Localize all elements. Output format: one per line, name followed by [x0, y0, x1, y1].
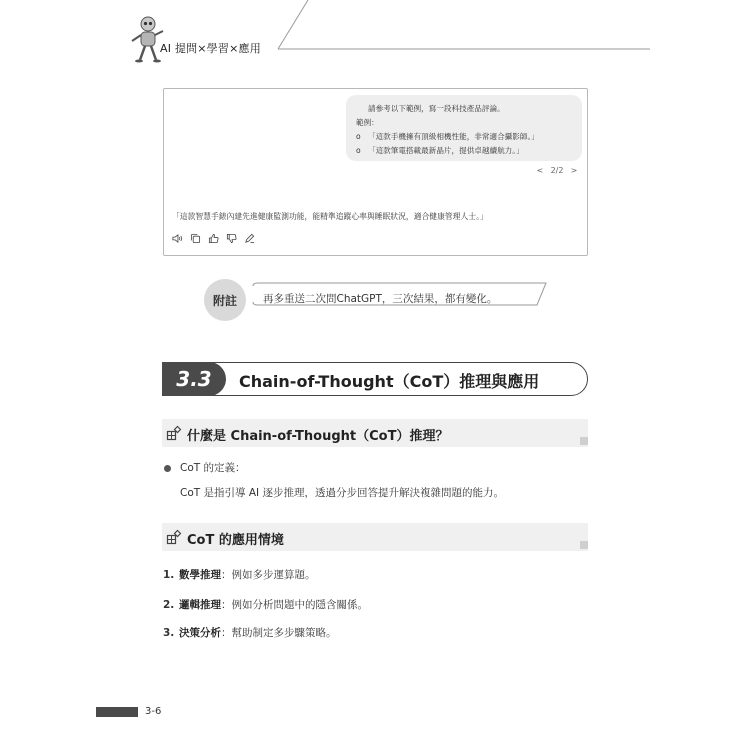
prompt-line: o 「這款筆電搭載最新晶片，提供卓越續航力。」 [356, 146, 524, 155]
subsection-heading [162, 523, 588, 551]
prompt-line: o 「這款手機擁有頂級相機性能，非常適合攝影師。」 [356, 132, 539, 141]
list-item: 3. 決策分析：幫助制定多步驟策略。 [163, 627, 337, 639]
footer-bar [96, 707, 138, 717]
prompt-line: 請參考以下範例，寫一段科技產品評論。 [368, 104, 505, 113]
list-item: 1. 數學推理：例如多步運算題。 [163, 569, 316, 581]
pager-position: 2/2 [550, 166, 564, 175]
speaker-icon[interactable] [172, 233, 183, 244]
assistant-reply: 「這款智慧手錶內建先進健康監測功能，能精準追蹤心率與睡眠狀況，適合健康管理人士。」 [172, 212, 488, 221]
response-pager [534, 166, 580, 175]
shapes-icon [166, 529, 182, 545]
prompt-line: 範例： [356, 118, 379, 127]
page-number: 3-6 [145, 706, 162, 717]
pager-next-button[interactable]: > [570, 166, 578, 175]
corner-marker [580, 541, 588, 549]
subsection-heading [162, 419, 588, 447]
user-prompt-bubble [346, 95, 582, 161]
pager-prev-button[interactable]: < [536, 166, 544, 175]
shapes-icon [166, 425, 182, 441]
copy-icon[interactable] [190, 233, 201, 244]
definition-text: CoT 是指引導 AI 逐步推理，透過分步回答提升解決複雜問題的能力。 [180, 487, 504, 499]
book-title: AI 提問×學習×應用 [160, 42, 261, 55]
thumbs-down-icon[interactable] [226, 233, 237, 244]
section-title: Chain-of-Thought（CoT）推理與應用 [239, 372, 540, 391]
subsection-title: 什麼是 Chain-of-Thought（CoT）推理？ [187, 429, 449, 444]
reply-action-bar [172, 233, 255, 245]
chat-screenshot-panel [163, 88, 588, 256]
thumbs-up-icon[interactable] [208, 233, 219, 244]
edit-icon[interactable] [244, 233, 255, 244]
bullet-marker [164, 465, 171, 472]
note-text: 再多重送二次問ChatGPT，三次結果，都有變化。 [263, 293, 498, 305]
definition-label: CoT 的定義： [180, 462, 246, 474]
header-rule [0, 0, 750, 60]
note-badge: 附註 [204, 279, 246, 321]
section-number: 3.3 [162, 362, 226, 396]
corner-marker [580, 437, 588, 445]
list-item: 2. 邏輯推理：例如分析問題中的隱含關係。 [163, 599, 368, 611]
subsection-title: CoT 的應用情境 [187, 533, 284, 548]
